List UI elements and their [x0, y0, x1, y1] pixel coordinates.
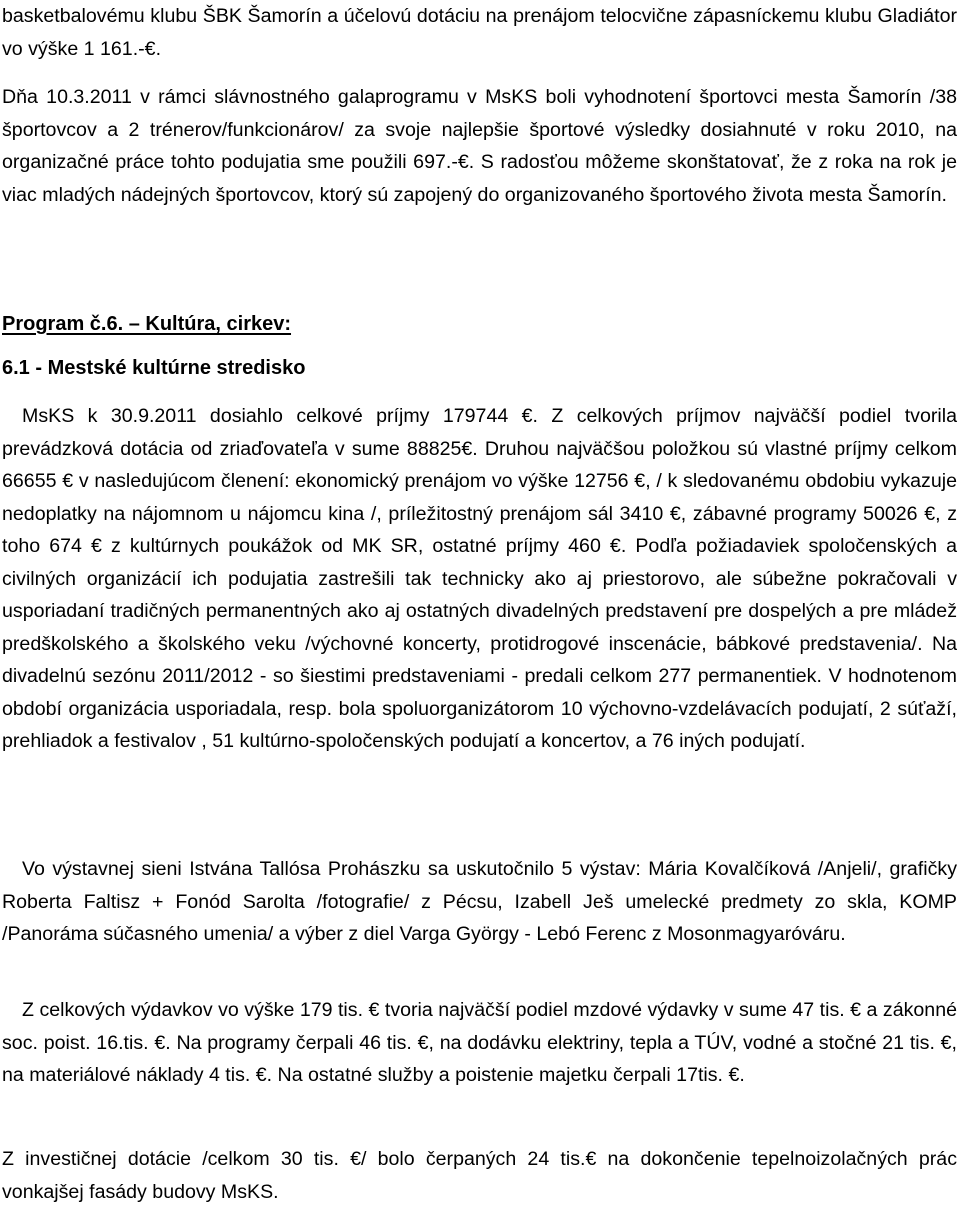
heading-section-6-1: 6.1 - Mestské kultúrne stredisko: [2, 357, 306, 379]
paragraph-sports-grants: basketbalovému klubu ŠBK Šamorín a účelovú dotáciu na prenájom telocvične zápasníckemu klubu Gladiátor vo výške 1 161.-€.: [2, 5, 957, 60]
paragraph-sports-gala: Dňa 10.3.2011 v rámci slávnostného galaprogramu v MsKS boli vyhodnotení športovci mesta Šamorín /38 športovcov a 2 trénerov/funkcionárov/ za svoje najlepšie športové výsledky dosiahnuté v roku 2010, na organizačné práce tohto podujatia sme použili 697.-€. S radosťou môžeme skonštatovať, že z roka na rok je viac mladých nádejných športovcov, ktorý sú zapojený do organizovaného športového života mesta Šamorín.: [2, 86, 957, 206]
paragraph-expenses-text: Z celkových výdavkov vo výške 179 tis. € tvoria najväčší podiel mzdové výdavky v sume 47 tis. € a zákonné soc. poist. 16.tis. €. Na programy čerpali 46 tis. €, na dodávku elektriny, tepla a TÚV, vodné a stočné 21 tis. €, na materiálové náklady 4 tis. €. Na ostatné služby a poistenie majetku čerpali 17tis. €.: [2, 999, 957, 1086]
paragraph-mskss-income-text: MsKS k 30.9.2011 dosiahlo celkové príjmy 179744 €. Z celkových príjmov najväčší podiel tvorila prevádzková dotácia od zriaďovateľa v sume 88825€. Druhou najväčšou položkou sú vlastné príjmy celkom 66655 € v nasledujúcom členení: ekonomický prenájom vo výške 12756 €, / k sledovanému obdobiu vykazuje nedoplatky na nájomnom u nájomcu kina /, príležitostný prenájom sál 3410 €, zábavné programy 50026 €, z toho 674 € z kultúrnych poukážok od MK SR, ostatné príjmy 460 €. Podľa požiadaviek spoločenských a civilných organizácií ich podujatia zastrešili tak technicky ako aj priestorovo, ale súbežne pokračovali v usporiadaní tradičných permanentných ako aj ostatných divadelných predstavení pre dospelých a pre mládež predškolského a školského veku /výchovné koncerty, protidrogové inscenácie, bábkové predstavenia/. Na divadelnú sezónu 2011/2012 - so šiestimi predstaveniami - predali celkom 277 permanentiek. V hodnotenom období organizácia usporiadala, resp. bola spoluorganizátorom 10 výchovno-vzdelávacích podujatí, 2 súťaží, prehliadok a festivalov , 51 kultúrno-spoločenských podujatí a koncertov, a 76 iných podujatí.: [2, 405, 957, 752]
paragraph-mskss-income: [2, 400, 957, 758]
heading-program-6: [2, 308, 291, 340]
paragraph-expenses: [2, 994, 957, 1092]
paragraph-investment: Z investičnej dotácie /celkom 30 tis. €/ bolo čerpaných 24 tis.€ na dokončenie tepelnoizolačných prác vonkajšej fasády budovy MsKS.: [2, 1148, 957, 1203]
paragraph-exhibitions: [2, 853, 957, 951]
paragraph-exhibitions-text: Vo výstavnej sieni Istvána Tallósa Prohászku sa uskutočnilo 5 výstav: Mária Kovalčíková /Anjeli/, grafičky Roberta Faltisz + Fonód Sarolta /fotografie/ z Pécsu, Izabell Ješ umelecké predmety zo skla, KOMP /Panoráma súčasného umenia/ a výber z diel Varga György - Lebó Ferenc z Mosonmagyaróváru.: [2, 858, 957, 945]
heading-program-6-text: Program č.6. – Kultúra, cirkev:: [2, 313, 292, 335]
